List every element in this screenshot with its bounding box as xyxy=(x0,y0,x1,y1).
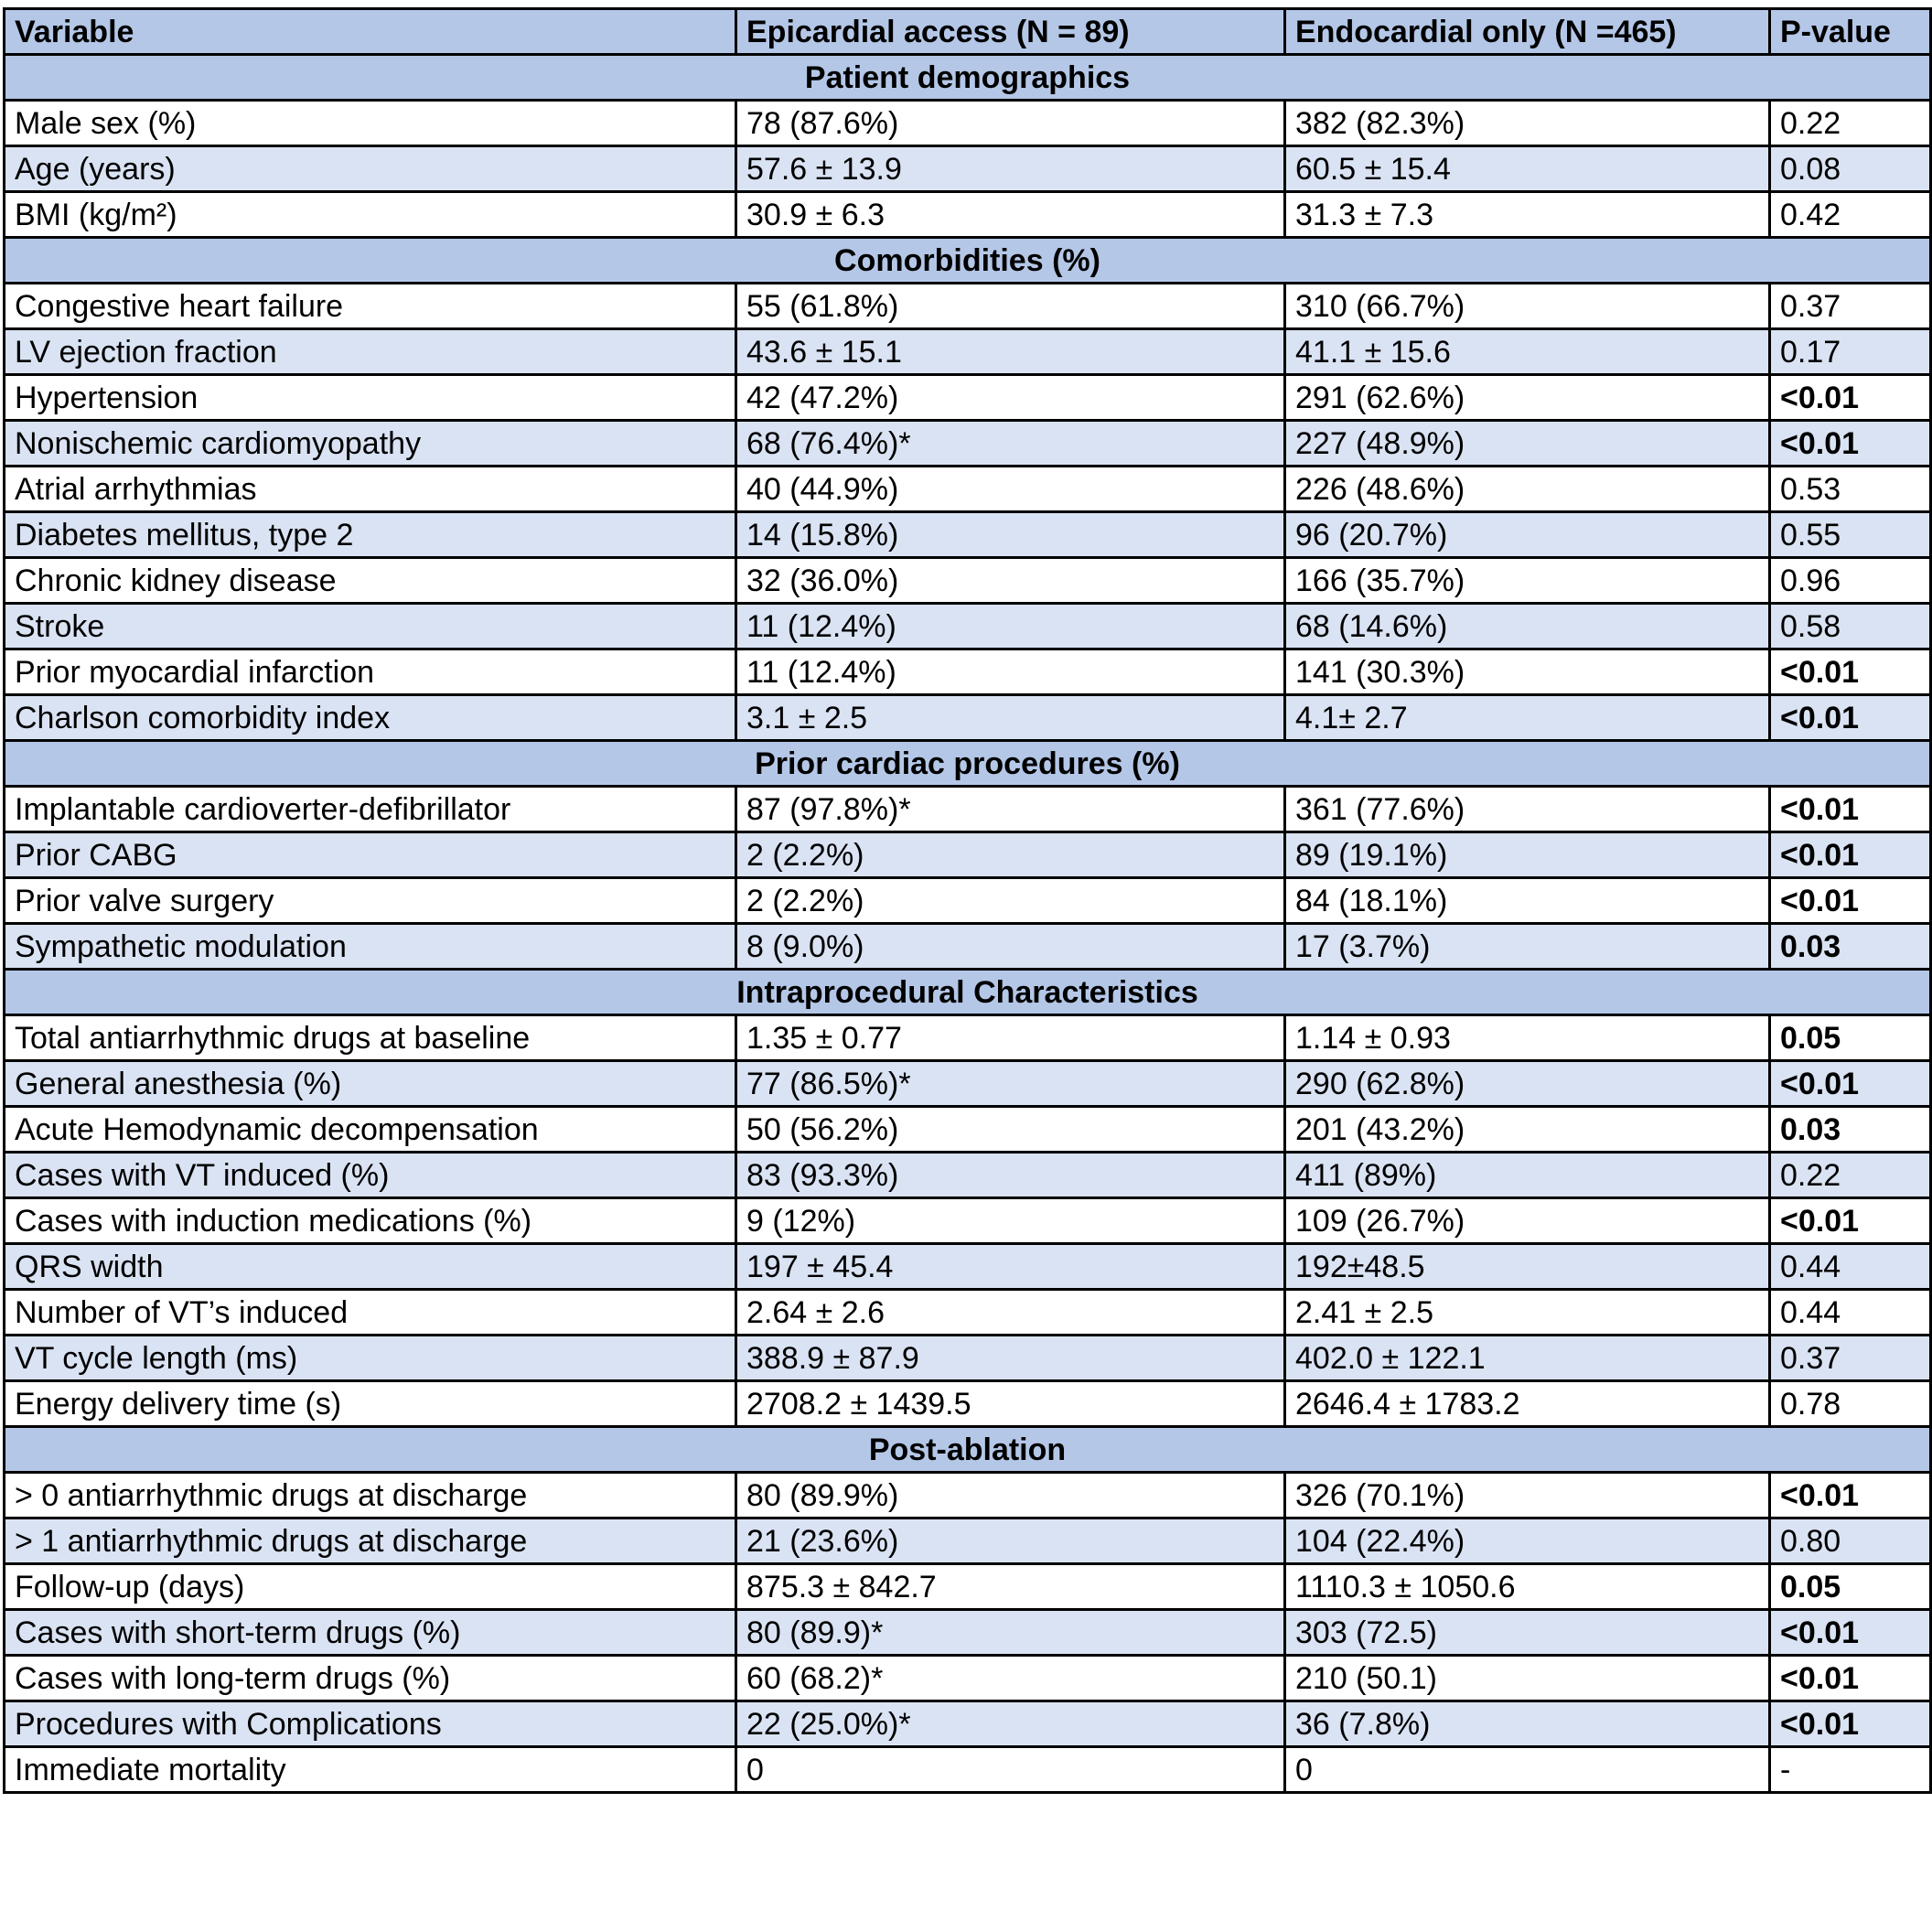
cell-endocardial: 382 (82.3%) xyxy=(1285,101,1770,146)
cell-variable: Charlson comorbidity index xyxy=(5,695,736,741)
cell-epicardial: 11 (12.4%) xyxy=(736,604,1285,649)
cell-p-value: 0.58 xyxy=(1770,604,1931,649)
cell-epicardial: 60 (68.2)* xyxy=(736,1656,1285,1701)
cell-epicardial: 80 (89.9)* xyxy=(736,1610,1285,1656)
cell-variable: QRS width xyxy=(5,1244,736,1290)
cell-endocardial: 310 (66.7%) xyxy=(1285,284,1770,329)
table-row xyxy=(5,787,1931,832)
section-title: Prior cardiac procedures (%) xyxy=(5,741,1931,787)
cell-epicardial: 55 (61.8%) xyxy=(736,284,1285,329)
cell-epicardial: 80 (89.9%) xyxy=(736,1473,1285,1518)
cell-p-value: 0.44 xyxy=(1770,1290,1931,1336)
table-row xyxy=(5,1473,1931,1518)
table-row xyxy=(5,1564,1931,1610)
table-row xyxy=(5,421,1931,467)
cell-endocardial: 1110.3 ± 1050.6 xyxy=(1285,1564,1770,1610)
table-row xyxy=(5,192,1931,238)
cell-p-value: <0.01 xyxy=(1770,1656,1931,1701)
cell-endocardial: 2.41 ± 2.5 xyxy=(1285,1290,1770,1336)
cell-epicardial: 9 (12%) xyxy=(736,1198,1285,1244)
cell-p-value: 0.03 xyxy=(1770,924,1931,970)
cell-epicardial: 388.9 ± 87.9 xyxy=(736,1336,1285,1381)
cell-variable: Follow-up (days) xyxy=(5,1564,736,1610)
cell-p-value: 0.53 xyxy=(1770,467,1931,512)
cell-epicardial: 2 (2.2%) xyxy=(736,832,1285,878)
header-variable: Variable xyxy=(5,9,736,55)
cell-variable: Prior myocardial infarction xyxy=(5,649,736,695)
table-row xyxy=(5,1198,1931,1244)
cell-variable: Congestive heart failure xyxy=(5,284,736,329)
cell-variable: Total antiarrhythmic drugs at baseline xyxy=(5,1015,736,1061)
cell-variable: Immediate mortality xyxy=(5,1747,736,1793)
section-title: Intraprocedural Characteristics xyxy=(5,970,1931,1015)
cell-variable: Cases with long-term drugs (%) xyxy=(5,1656,736,1701)
cell-endocardial: 192±48.5 xyxy=(1285,1244,1770,1290)
cell-p-value: - xyxy=(1770,1747,1931,1793)
cell-endocardial: 104 (22.4%) xyxy=(1285,1518,1770,1564)
cell-p-value: 0.22 xyxy=(1770,101,1931,146)
cell-p-value: 0.37 xyxy=(1770,1336,1931,1381)
cell-endocardial: 361 (77.6%) xyxy=(1285,787,1770,832)
table-row xyxy=(5,1244,1931,1290)
cell-epicardial: 2 (2.2%) xyxy=(736,878,1285,924)
cell-endocardial: 166 (35.7%) xyxy=(1285,558,1770,604)
cell-variable: Energy delivery time (s) xyxy=(5,1381,736,1427)
cell-epicardial: 197 ± 45.4 xyxy=(736,1244,1285,1290)
cell-variable: BMI (kg/m²) xyxy=(5,192,736,238)
cell-endocardial: 41.1 ± 15.6 xyxy=(1285,329,1770,375)
cell-variable: Cases with short-term drugs (%) xyxy=(5,1610,736,1656)
cell-endocardial: 84 (18.1%) xyxy=(1285,878,1770,924)
cell-p-value: 0.42 xyxy=(1770,192,1931,238)
cell-epicardial: 3.1 ± 2.5 xyxy=(736,695,1285,741)
cell-p-value: 0.05 xyxy=(1770,1564,1931,1610)
cell-epicardial: 8 (9.0%) xyxy=(736,924,1285,970)
cell-variable: LV ejection fraction xyxy=(5,329,736,375)
cell-p-value: <0.01 xyxy=(1770,1701,1931,1747)
cell-endocardial: 1.14 ± 0.93 xyxy=(1285,1015,1770,1061)
cell-endocardial: 96 (20.7%) xyxy=(1285,512,1770,558)
cell-p-value: 0.55 xyxy=(1770,512,1931,558)
cell-epicardial: 30.9 ± 6.3 xyxy=(736,192,1285,238)
cell-variable: > 0 antiarrhythmic drugs at discharge xyxy=(5,1473,736,1518)
cell-endocardial: 89 (19.1%) xyxy=(1285,832,1770,878)
table-row xyxy=(5,1747,1931,1793)
cell-p-value: <0.01 xyxy=(1770,832,1931,878)
table-row xyxy=(5,924,1931,970)
header-p-value: P-value xyxy=(1770,9,1931,55)
table-row xyxy=(5,146,1931,192)
cell-variable: Cases with VT induced (%) xyxy=(5,1153,736,1198)
section-header-row xyxy=(5,238,1931,284)
table-row xyxy=(5,832,1931,878)
cell-p-value: 0.08 xyxy=(1770,146,1931,192)
table-row xyxy=(5,512,1931,558)
cell-variable: Prior CABG xyxy=(5,832,736,878)
cell-endocardial: 402.0 ± 122.1 xyxy=(1285,1336,1770,1381)
cell-p-value: <0.01 xyxy=(1770,1061,1931,1107)
table-row xyxy=(5,695,1931,741)
cell-p-value: 0.44 xyxy=(1770,1244,1931,1290)
cell-p-value: 0.37 xyxy=(1770,284,1931,329)
cell-variable: Stroke xyxy=(5,604,736,649)
table-row xyxy=(5,101,1931,146)
cell-p-value: 0.17 xyxy=(1770,329,1931,375)
table-row xyxy=(5,1701,1931,1747)
cell-p-value: 0.78 xyxy=(1770,1381,1931,1427)
cell-endocardial: 141 (30.3%) xyxy=(1285,649,1770,695)
cell-p-value: 0.22 xyxy=(1770,1153,1931,1198)
cell-p-value: <0.01 xyxy=(1770,421,1931,467)
cell-endocardial: 0 xyxy=(1285,1747,1770,1793)
cell-epicardial: 87 (97.8%)* xyxy=(736,787,1285,832)
cell-epicardial: 0 xyxy=(736,1747,1285,1793)
cell-endocardial: 17 (3.7%) xyxy=(1285,924,1770,970)
cell-p-value: <0.01 xyxy=(1770,375,1931,421)
table-row xyxy=(5,1381,1931,1427)
cell-p-value: 0.03 xyxy=(1770,1107,1931,1153)
cell-endocardial: 227 (48.9%) xyxy=(1285,421,1770,467)
cell-endocardial: 31.3 ± 7.3 xyxy=(1285,192,1770,238)
cell-p-value: <0.01 xyxy=(1770,695,1931,741)
section-header-row xyxy=(5,741,1931,787)
cell-endocardial: 303 (72.5) xyxy=(1285,1610,1770,1656)
section-title: Patient demographics xyxy=(5,55,1931,101)
cell-variable: Acute Hemodynamic decompensation xyxy=(5,1107,736,1153)
cell-p-value: 0.80 xyxy=(1770,1518,1931,1564)
table-row xyxy=(5,1061,1931,1107)
cell-variable: Implantable cardioverter-defibrillator xyxy=(5,787,736,832)
cell-variable: Male sex (%) xyxy=(5,101,736,146)
table-row xyxy=(5,1610,1931,1656)
cell-variable: Nonischemic cardiomyopathy xyxy=(5,421,736,467)
cell-endocardial: 326 (70.1%) xyxy=(1285,1473,1770,1518)
header-epicardial: Epicardial access (N = 89) xyxy=(736,9,1285,55)
cell-epicardial: 14 (15.8%) xyxy=(736,512,1285,558)
cell-variable: Cases with induction medications (%) xyxy=(5,1198,736,1244)
cell-epicardial: 21 (23.6%) xyxy=(736,1518,1285,1564)
table-container xyxy=(3,7,1929,1794)
table-row xyxy=(5,1107,1931,1153)
cell-variable: Chronic kidney disease xyxy=(5,558,736,604)
table-row xyxy=(5,604,1931,649)
cell-variable: Atrial arrhythmias xyxy=(5,467,736,512)
cell-endocardial: 201 (43.2%) xyxy=(1285,1107,1770,1153)
cell-variable: > 1 antiarrhythmic drugs at discharge xyxy=(5,1518,736,1564)
cell-epicardial: 875.3 ± 842.7 xyxy=(736,1564,1285,1610)
cell-endocardial: 290 (62.8%) xyxy=(1285,1061,1770,1107)
header-row xyxy=(5,9,1931,55)
cell-endocardial: 4.1± 2.7 xyxy=(1285,695,1770,741)
table-row xyxy=(5,558,1931,604)
table-row xyxy=(5,375,1931,421)
section-title: Post-ablation xyxy=(5,1427,1931,1473)
table-row xyxy=(5,1290,1931,1336)
table-row xyxy=(5,878,1931,924)
cell-endocardial: 68 (14.6%) xyxy=(1285,604,1770,649)
cell-epicardial: 57.6 ± 13.9 xyxy=(736,146,1285,192)
cell-variable: General anesthesia (%) xyxy=(5,1061,736,1107)
cell-epicardial: 40 (44.9%) xyxy=(736,467,1285,512)
cell-variable: Number of VT’s induced xyxy=(5,1290,736,1336)
section-header-row xyxy=(5,970,1931,1015)
table-row xyxy=(5,284,1931,329)
cell-endocardial: 291 (62.6%) xyxy=(1285,375,1770,421)
cell-epicardial: 78 (87.6%) xyxy=(736,101,1285,146)
cell-endocardial: 36 (7.8%) xyxy=(1285,1701,1770,1747)
cell-epicardial: 43.6 ± 15.1 xyxy=(736,329,1285,375)
section-title: Comorbidities (%) xyxy=(5,238,1931,284)
cell-variable: Sympathetic modulation xyxy=(5,924,736,970)
cell-epicardial: 50 (56.2%) xyxy=(736,1107,1285,1153)
table-row xyxy=(5,1518,1931,1564)
cell-epicardial: 22 (25.0%)* xyxy=(736,1701,1285,1747)
cell-epicardial: 83 (93.3%) xyxy=(736,1153,1285,1198)
cell-epicardial: 32 (36.0%) xyxy=(736,558,1285,604)
cell-endocardial: 60.5 ± 15.4 xyxy=(1285,146,1770,192)
section-header-row xyxy=(5,55,1931,101)
cell-p-value: 0.96 xyxy=(1770,558,1931,604)
cell-p-value: <0.01 xyxy=(1770,1198,1931,1244)
table-body xyxy=(5,55,1931,1793)
cell-variable: Prior valve surgery xyxy=(5,878,736,924)
cell-p-value: <0.01 xyxy=(1770,1473,1931,1518)
data-table xyxy=(3,7,1932,1794)
table-row xyxy=(5,649,1931,695)
cell-p-value: <0.01 xyxy=(1770,878,1931,924)
cell-p-value: <0.01 xyxy=(1770,787,1931,832)
cell-endocardial: 2646.4 ± 1783.2 xyxy=(1285,1381,1770,1427)
cell-epicardial: 42 (47.2%) xyxy=(736,375,1285,421)
header-endocardial: Endocardial only (N =465) xyxy=(1285,9,1770,55)
cell-p-value: <0.01 xyxy=(1770,649,1931,695)
section-header-row xyxy=(5,1427,1931,1473)
table-row xyxy=(5,329,1931,375)
cell-epicardial: 1.35 ± 0.77 xyxy=(736,1015,1285,1061)
table-row xyxy=(5,467,1931,512)
cell-variable: Hypertension xyxy=(5,375,736,421)
cell-epicardial: 68 (76.4%)* xyxy=(736,421,1285,467)
cell-epicardial: 77 (86.5%)* xyxy=(736,1061,1285,1107)
cell-endocardial: 411 (89%) xyxy=(1285,1153,1770,1198)
cell-epicardial: 11 (12.4%) xyxy=(736,649,1285,695)
cell-epicardial: 2708.2 ± 1439.5 xyxy=(736,1381,1285,1427)
cell-p-value: <0.01 xyxy=(1770,1610,1931,1656)
cell-endocardial: 210 (50.1) xyxy=(1285,1656,1770,1701)
table-row xyxy=(5,1015,1931,1061)
cell-p-value: 0.05 xyxy=(1770,1015,1931,1061)
cell-variable: Diabetes mellitus, type 2 xyxy=(5,512,736,558)
cell-epicardial: 2.64 ± 2.6 xyxy=(736,1290,1285,1336)
table-row xyxy=(5,1336,1931,1381)
cell-endocardial: 226 (48.6%) xyxy=(1285,467,1770,512)
cell-variable: Procedures with Complications xyxy=(5,1701,736,1747)
table-row xyxy=(5,1656,1931,1701)
table-row xyxy=(5,1153,1931,1198)
cell-endocardial: 109 (26.7%) xyxy=(1285,1198,1770,1244)
cell-variable: Age (years) xyxy=(5,146,736,192)
cell-variable: VT cycle length (ms) xyxy=(5,1336,736,1381)
